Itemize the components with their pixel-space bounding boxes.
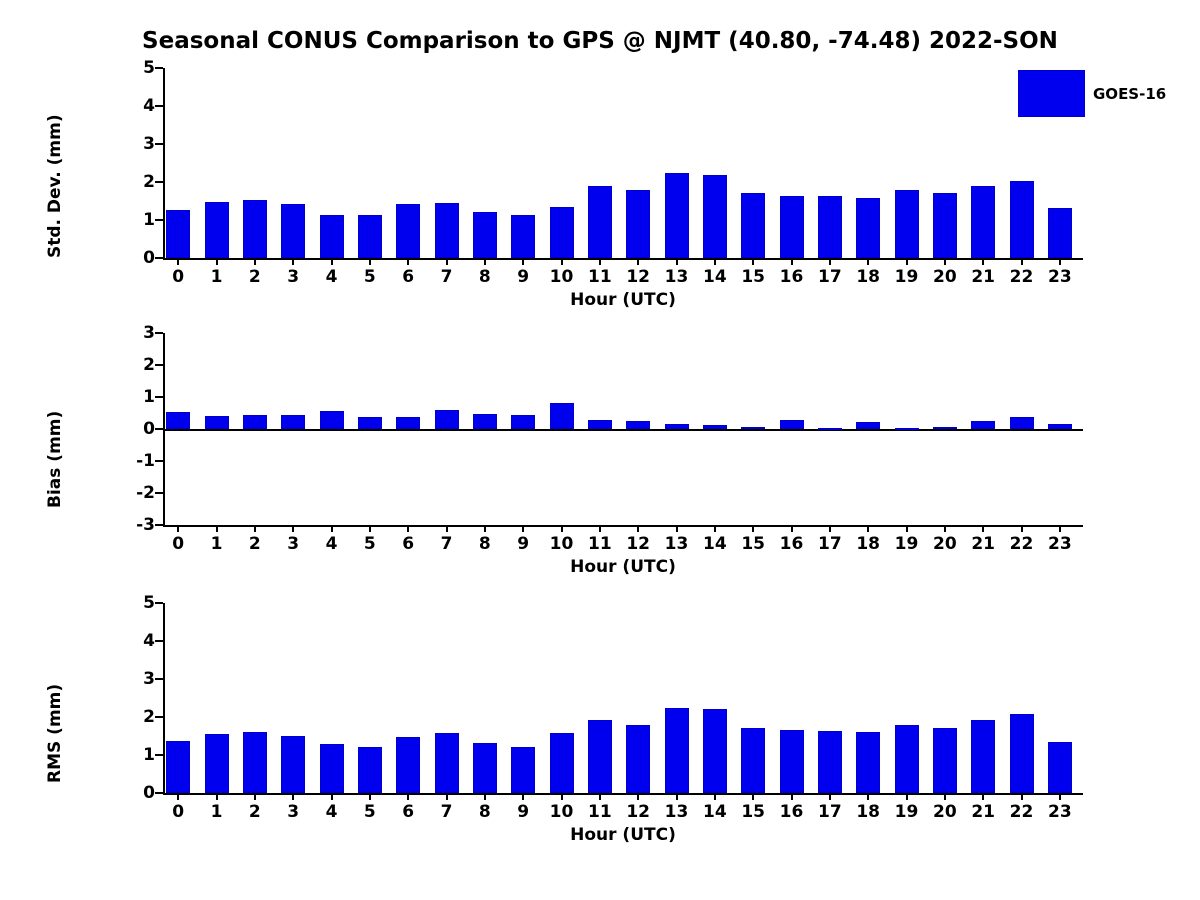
x-tick-mark [829, 525, 831, 532]
bar [741, 193, 765, 258]
x-tick-label: 8 [478, 267, 491, 287]
x-tick-label: 3 [287, 534, 300, 554]
bar [511, 215, 535, 258]
y-tick-mark [155, 105, 163, 107]
x-tick-mark [982, 525, 984, 532]
x-tick-label: 9 [517, 802, 530, 822]
x-tick-label: 14 [702, 534, 727, 554]
y-tick-label: 3 [143, 134, 155, 154]
x-tick-mark [216, 793, 218, 800]
x-tick-mark [906, 258, 908, 265]
x-tick-label: 16 [779, 267, 804, 287]
x-tick-label: 5 [363, 267, 376, 287]
x-tick-label: 4 [325, 534, 338, 554]
x-tick-mark [369, 258, 371, 265]
y-tick-label: 2 [143, 707, 155, 727]
x-tick-mark [867, 525, 869, 532]
bar [550, 733, 574, 793]
bar [703, 425, 727, 429]
x-tick-label: 16 [779, 534, 804, 554]
x-tick-mark [944, 525, 946, 532]
x-tick-label: 6 [402, 267, 415, 287]
x-tick-mark [292, 258, 294, 265]
bar [435, 733, 459, 793]
x-tick-label: 1 [210, 802, 223, 822]
y-tick-mark [155, 678, 163, 680]
x-tick-mark [369, 525, 371, 532]
y-tick-mark [155, 181, 163, 183]
x-tick-label: 23 [1047, 802, 1072, 822]
x-tick-label: 12 [626, 534, 650, 554]
plot-area-std-dev [143, 58, 1083, 287]
x-tick-mark [216, 525, 218, 532]
bar [358, 747, 382, 793]
x-tick-label: 18 [856, 534, 880, 554]
x-tick-label: 20 [932, 267, 957, 287]
x-tick-mark [522, 525, 524, 532]
bar [1048, 424, 1072, 429]
bar [933, 427, 957, 429]
x-tick-label: 2 [248, 267, 261, 287]
x-tick-label: 14 [702, 802, 727, 822]
x-tick-mark [561, 793, 563, 800]
x-tick-mark [177, 258, 179, 265]
y-tick-mark [155, 67, 163, 69]
x-tick-label: 8 [478, 534, 491, 554]
x-tick-mark [254, 525, 256, 532]
x-tick-label: 9 [517, 534, 530, 554]
bar [281, 736, 305, 793]
x-tick-mark [599, 793, 601, 800]
x-tick-mark [1059, 525, 1061, 532]
x-tick-label: 13 [664, 267, 689, 287]
x-tick-label: 0 [172, 534, 185, 554]
x-tick-mark [177, 525, 179, 532]
x-tick-label: 17 [817, 802, 842, 822]
y-tick-label: 0 [143, 419, 155, 439]
x-tick-mark [944, 793, 946, 800]
x-tick-label: 7 [440, 267, 453, 287]
x-tick-mark [637, 525, 639, 532]
bar [320, 744, 344, 793]
x-tick-label: 5 [363, 534, 376, 554]
x-tick-mark [407, 793, 409, 800]
x-axis-label-bias: Hour (UTC) [570, 557, 676, 577]
x-tick-label: 9 [517, 267, 530, 287]
legend-label-goes16: GOES-16 [1093, 85, 1167, 103]
chart-panel-std-dev [45, 58, 1167, 310]
bar [473, 743, 497, 793]
bar [856, 422, 880, 429]
x-tick-mark [867, 793, 869, 800]
x-tick-mark [752, 793, 754, 800]
bar [741, 427, 765, 429]
bar [588, 186, 612, 258]
x-tick-mark [791, 793, 793, 800]
page-title: Seasonal CONUS Comparison to GPS @ NJMT (40.80, -74.48) 2022-SON [142, 28, 1058, 54]
x-tick-label: 0 [172, 802, 185, 822]
bar [895, 190, 919, 258]
x-tick-mark [561, 525, 563, 532]
y-axis-std-dev [163, 68, 165, 260]
bar [166, 210, 190, 258]
bar [780, 196, 804, 258]
x-tick-mark [216, 258, 218, 265]
x-tick-mark [599, 525, 601, 532]
x-tick-mark [446, 793, 448, 800]
x-tick-mark [331, 525, 333, 532]
bar [1010, 714, 1034, 793]
plot-area-rms [143, 593, 1083, 822]
x-tick-mark [522, 793, 524, 800]
x-tick-label: 21 [971, 267, 995, 287]
y-tick-label: 1 [143, 210, 155, 230]
bar [588, 720, 612, 793]
bar [243, 415, 267, 429]
bar [818, 196, 842, 258]
x-tick-label: 3 [287, 802, 300, 822]
x-tick-mark [1021, 525, 1023, 532]
bar [396, 417, 420, 429]
x-axis-label-rms: Hour (UTC) [570, 825, 676, 845]
bar [588, 420, 612, 429]
x-tick-label: 8 [478, 802, 491, 822]
y-tick-label: 1 [143, 387, 155, 407]
x-tick-mark [292, 793, 294, 800]
x-tick-label: 18 [856, 802, 880, 822]
x-tick-label: 20 [932, 534, 957, 554]
x-tick-label: 5 [363, 802, 376, 822]
zero-line-bias [163, 429, 1083, 431]
y-tick-mark [155, 492, 163, 494]
x-tick-mark [676, 525, 678, 532]
x-tick-mark [1059, 793, 1061, 800]
bar [358, 417, 382, 429]
bar [511, 415, 535, 429]
bar [856, 732, 880, 793]
y-tick-mark [155, 332, 163, 334]
x-tick-label: 2 [248, 534, 261, 554]
x-axis-label-std-dev: Hour (UTC) [570, 290, 676, 310]
x-tick-label: 0 [172, 267, 185, 287]
x-tick-label: 11 [587, 534, 612, 554]
x-tick-mark [791, 258, 793, 265]
x-tick-label: 19 [894, 534, 919, 554]
y-tick-label: 4 [143, 631, 155, 651]
y-tick-label: -1 [136, 451, 155, 471]
bar [243, 200, 267, 258]
y-tick-label: 5 [143, 58, 155, 78]
bar [895, 725, 919, 793]
bar [205, 416, 229, 429]
x-tick-mark [637, 793, 639, 800]
bar [818, 731, 842, 793]
x-tick-mark [177, 793, 179, 800]
bar [396, 737, 420, 793]
x-tick-mark [714, 258, 716, 265]
x-tick-mark [829, 793, 831, 800]
y-tick-label: 4 [143, 96, 155, 116]
x-tick-mark [1059, 258, 1061, 265]
bar [703, 175, 727, 258]
x-tick-label: 7 [440, 802, 453, 822]
legend-swatch-goes16 [1018, 70, 1085, 117]
x-tick-mark [982, 258, 984, 265]
bar [473, 414, 497, 429]
x-tick-mark [906, 525, 908, 532]
y-tick-label: 1 [143, 745, 155, 765]
y-tick-mark [155, 428, 163, 430]
bar [320, 215, 344, 258]
x-tick-label: 1 [210, 534, 223, 554]
bar [933, 728, 957, 793]
x-tick-mark [292, 525, 294, 532]
y-axis-label-rms: RMS (mm) [45, 683, 65, 783]
x-tick-label: 1 [210, 267, 223, 287]
bar [396, 204, 420, 258]
bar [971, 186, 995, 258]
x-tick-mark [714, 525, 716, 532]
x-tick-mark [484, 258, 486, 265]
bar [780, 420, 804, 429]
x-tick-label: 7 [440, 534, 453, 554]
y-tick-label: -3 [136, 515, 155, 535]
x-tick-label: 4 [325, 802, 338, 822]
x-tick-label: 17 [817, 267, 842, 287]
x-tick-label: 6 [402, 802, 415, 822]
x-tick-mark [254, 793, 256, 800]
chart-panel-rms [45, 593, 1083, 845]
y-tick-mark [155, 396, 163, 398]
x-tick-label: 6 [402, 534, 415, 554]
x-tick-label: 20 [932, 802, 957, 822]
x-tick-label: 16 [779, 802, 804, 822]
x-tick-label: 19 [894, 802, 919, 822]
x-tick-label: 13 [664, 802, 689, 822]
bar [243, 732, 267, 793]
x-tick-label: 12 [626, 802, 650, 822]
y-tick-mark [155, 640, 163, 642]
y-tick-label: 0 [143, 248, 155, 268]
x-tick-label: 11 [587, 802, 612, 822]
x-tick-label: 13 [664, 534, 689, 554]
bar [281, 204, 305, 258]
bar [1048, 208, 1072, 258]
bar [741, 728, 765, 793]
bar [665, 173, 689, 258]
bar [1010, 417, 1034, 429]
bar [665, 708, 689, 794]
x-tick-mark [446, 525, 448, 532]
y-axis-label-std-dev: Std. Dev. (mm) [45, 114, 65, 258]
y-tick-mark [155, 460, 163, 462]
bar [281, 415, 305, 429]
y-tick-mark [155, 716, 163, 718]
chart-panel-bias [45, 323, 1083, 577]
x-tick-mark [561, 258, 563, 265]
bar [818, 428, 842, 430]
x-tick-label: 23 [1047, 267, 1072, 287]
bar [435, 203, 459, 258]
x-tick-mark [982, 793, 984, 800]
bar [626, 725, 650, 793]
x-tick-mark [484, 525, 486, 532]
x-tick-mark [676, 258, 678, 265]
x-tick-mark [829, 258, 831, 265]
x-tick-label: 14 [702, 267, 727, 287]
bar [435, 410, 459, 429]
x-tick-mark [1021, 258, 1023, 265]
bar [550, 403, 574, 429]
x-tick-label: 22 [1009, 802, 1034, 822]
y-tick-label: 0 [143, 783, 155, 803]
bar [473, 212, 497, 258]
x-tick-mark [599, 258, 601, 265]
x-tick-mark [484, 793, 486, 800]
bar [1010, 181, 1034, 258]
x-tick-mark [944, 258, 946, 265]
bar [933, 193, 957, 258]
x-tick-mark [676, 793, 678, 800]
y-tick-mark [155, 257, 163, 259]
bar [780, 730, 804, 793]
y-tick-mark [155, 792, 163, 794]
x-tick-mark [369, 793, 371, 800]
x-tick-label: 21 [971, 534, 995, 554]
x-tick-label: 2 [248, 802, 261, 822]
bar [166, 741, 190, 793]
x-tick-label: 15 [741, 534, 765, 554]
bar [895, 428, 919, 430]
x-tick-label: 12 [626, 267, 650, 287]
x-tick-label: 22 [1009, 534, 1034, 554]
bar [626, 190, 650, 258]
y-axis-rms [163, 603, 165, 795]
x-tick-label: 10 [549, 534, 574, 554]
x-tick-mark [637, 258, 639, 265]
x-tick-mark [791, 525, 793, 532]
y-tick-mark [155, 754, 163, 756]
bar [205, 202, 229, 258]
x-tick-mark [446, 258, 448, 265]
y-tick-mark [155, 524, 163, 526]
y-tick-label: -2 [136, 483, 155, 503]
bar [511, 747, 535, 793]
x-tick-label: 10 [549, 802, 574, 822]
x-tick-mark [522, 258, 524, 265]
x-tick-mark [752, 258, 754, 265]
bar [626, 421, 650, 429]
x-tick-mark [906, 793, 908, 800]
bar [166, 412, 190, 429]
bar [550, 207, 574, 258]
x-tick-label: 21 [971, 802, 995, 822]
bar [320, 411, 344, 429]
y-axis-label-bias: Bias (mm) [45, 410, 65, 508]
plot-area-bias [136, 323, 1083, 554]
x-tick-mark [867, 258, 869, 265]
y-tick-label: 2 [143, 172, 155, 192]
x-tick-label: 15 [741, 802, 765, 822]
x-tick-mark [331, 793, 333, 800]
bar [358, 215, 382, 258]
x-tick-label: 3 [287, 267, 300, 287]
y-tick-label: 3 [143, 323, 155, 343]
x-tick-label: 15 [741, 267, 765, 287]
bar [665, 424, 689, 429]
x-tick-mark [752, 525, 754, 532]
x-tick-label: 10 [549, 267, 574, 287]
bar [971, 720, 995, 793]
y-tick-mark [155, 602, 163, 604]
bar [205, 734, 229, 793]
y-tick-label: 5 [143, 593, 155, 613]
y-tick-mark [155, 364, 163, 366]
x-tick-label: 18 [856, 267, 880, 287]
x-tick-label: 11 [587, 267, 612, 287]
y-tick-label: 3 [143, 669, 155, 689]
x-tick-mark [407, 525, 409, 532]
bar [856, 198, 880, 258]
x-tick-label: 19 [894, 267, 919, 287]
x-tick-label: 4 [325, 267, 338, 287]
x-tick-mark [714, 793, 716, 800]
bar [1048, 742, 1072, 793]
x-tick-mark [407, 258, 409, 265]
bar [703, 709, 727, 793]
y-tick-label: 2 [143, 355, 155, 375]
y-tick-mark [155, 143, 163, 145]
x-tick-mark [331, 258, 333, 265]
x-tick-label: 23 [1047, 534, 1072, 554]
x-tick-label: 17 [817, 534, 842, 554]
y-tick-mark [155, 219, 163, 221]
bar [971, 421, 995, 429]
x-tick-mark [1021, 793, 1023, 800]
x-tick-label: 22 [1009, 267, 1034, 287]
x-tick-mark [254, 258, 256, 265]
